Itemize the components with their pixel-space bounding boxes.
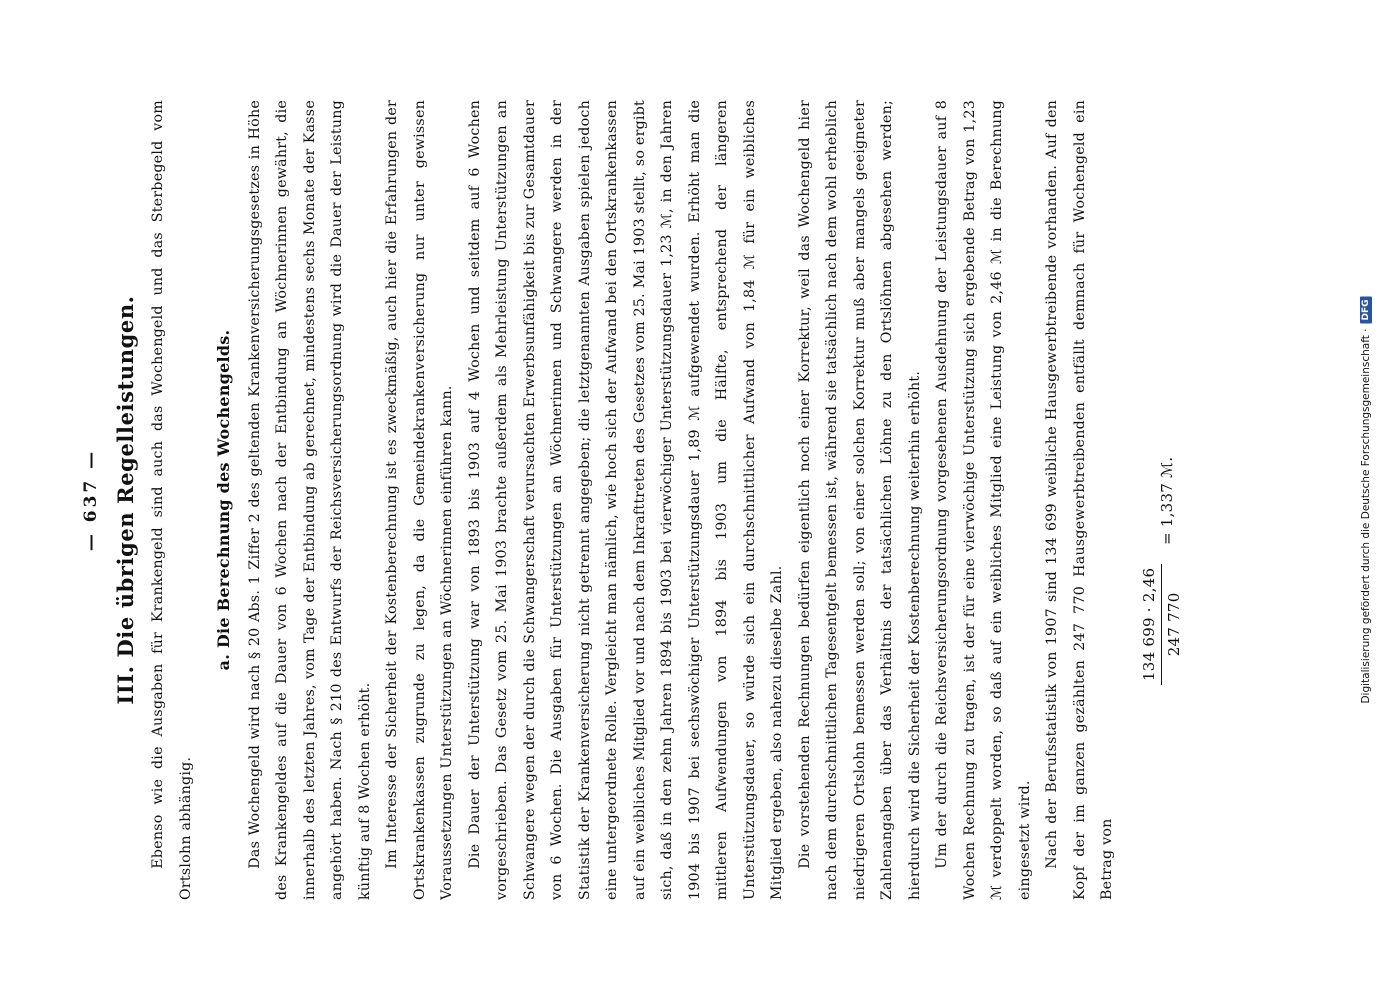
formula-fraction	[1138, 564, 1185, 685]
paragraph-3: Die Dauer der Unterstützung war von 1893 bis 1903 auf 4 Wochen und seitdem auf 6 Wochen vorgeschrieben. Das Gesetz vom 25. Mai 1903 brachte außerdem als Mehrleistung Unterstützungen an Schwangere wegen der durch die Schwangerschaft verursachten Erwerbsunfähigkeit bis zur Gesamtdauer von 6 Wochen. Die Ausgaben für Unterstützungen an Wöchnerinnen und Schwangere werden in der Statistik der Krankenversicherung nicht getrennt angegeben; die letztgenannten Ausgaben spielen jedoch eine untergeordnete Rolle. Vergleicht man nämlich, wie hoch sich der Aufwand bei den Ortskrankenkassen auf ein weibliches Mitglied vor und nach dem Inkrafttreten des Gesetzes vom 25. Mai 1903 stellt, so ergibt sich, daß in den zehn Jahren 1894 bis 1903 bei vierwöchiger Unterstützungsdauer 1,23 ℳ, in den Jahren 1904 bis 1907 bei sechswöchiger Unterstützungsdauer 1,89 ℳ aufgewendet wurden. Erhöht man die mittleren Aufwendungen von 1894 bis 1903 um die Hälfte, entsprechend der längeren Unterstützungsdauer, so würde sich ein durchschnittlicher Aufwand von 1,84 ℳ für ein weibliches Mitglied ergeben, also nahezu dieselbe Zahl.	[466, 100, 785, 900]
paragraph-1: Das Wochengeld wird nach § 20 Abs. 1 Ziffer 2 des geltenden Krankenversicherungsgesetzes in Höhe des Krankengeldes auf die Dauer von 6 Wochen nach der Entbindung an Wöchnerinnen gewährt, die innerhalb des letzten Jahres, vom Tage der Entbindung ab gerechnet, mindestens sechs Monate der Kasse angehört haben. Nach § 210 des Entwurfs der Reichsversicherungsordnung wird die Dauer der Leistung künftig auf 8 Wochen erhöht.	[246, 100, 373, 900]
section-title: III. Die übrigen Regelleistungen.	[112, 295, 138, 705]
paragraph-2: Im Interesse der Sicherheit der Kostenberechnung ist es zweckmäßig, auch hier die Erfahrungen der Ortskrankenkassen zugrunde zu legen, da die Gemeindekrankenversicherung nur unter gewissen Voraussetzungen Unterstützungen an Wöchnerinnen einführen kann.	[384, 100, 455, 900]
document-page	[60, 100, 1210, 900]
paragraph-6: Nach der Berufsstatistik von 1907 sind 134 699 weibliche Hausgewerbtreibende vorhanden. Auf den Kopf der im ganzen gezählten 247 770 Hausgewerbtreibenden entfällt demnach für Wochengeld ein Betrag von	[1044, 100, 1115, 900]
formula-denominator: 247 770	[1164, 592, 1183, 657]
paragraph-4: Die vorstehenden Rechnungen bedürfen eigentlich noch einer Korrektur, weil das Wochengeld hier nach dem durchschnittlichen Tagesentgelt bemessen ist, während sie tatsächlich nach dem wohl erheblich niedrigeren Ortslohn bemessen werden soll; von einer solchen Korrektur muß aber mangels geeigneter Zahlenangaben über das Verhältnis der tatsächlichen Löhne zu den Ortslöhnen abgesehen werden; hierdurch wird die Sicherheit der Kostenberechnung weiterhin erhöht.	[796, 100, 923, 900]
subsection-title: a. Die Berechnung des Wochengelds.	[214, 329, 233, 671]
wochengeld-formula	[1134, 100, 1204, 900]
page-number: — 637 —	[81, 448, 101, 552]
formula-numerator: 134 699 · 2,46	[1138, 564, 1162, 685]
digitization-credit	[1360, 296, 1372, 703]
paragraph-5: Um der durch die Reichsversicherungsordnung vorgesehenen Ausdehnung der Leistungsdauer auf 8 Wochen Rechnung zu tragen, ist der für eine vierwöchige Unterstützung sich ergebende Betrag von 1,23 ℳ verdoppelt worden, so daß auf ein weibliches Mitglied eine Leistung von 2,46 ℳ in die Berechnung eingesetzt wird.	[934, 100, 1033, 900]
intro-paragraph: Ebenso wie die Ausgaben für Krankengeld sind auch das Wochengeld und das Sterbegeld vom Ortslohn abhängig.	[150, 100, 194, 900]
dfg-logo: DFG	[1360, 296, 1372, 323]
formula-result: = 1,337 ℳ.	[1157, 456, 1176, 545]
credit-text: Digitalisierung gefördert durch die Deutsche Forschungsgemeinschaft ·	[1360, 328, 1372, 704]
